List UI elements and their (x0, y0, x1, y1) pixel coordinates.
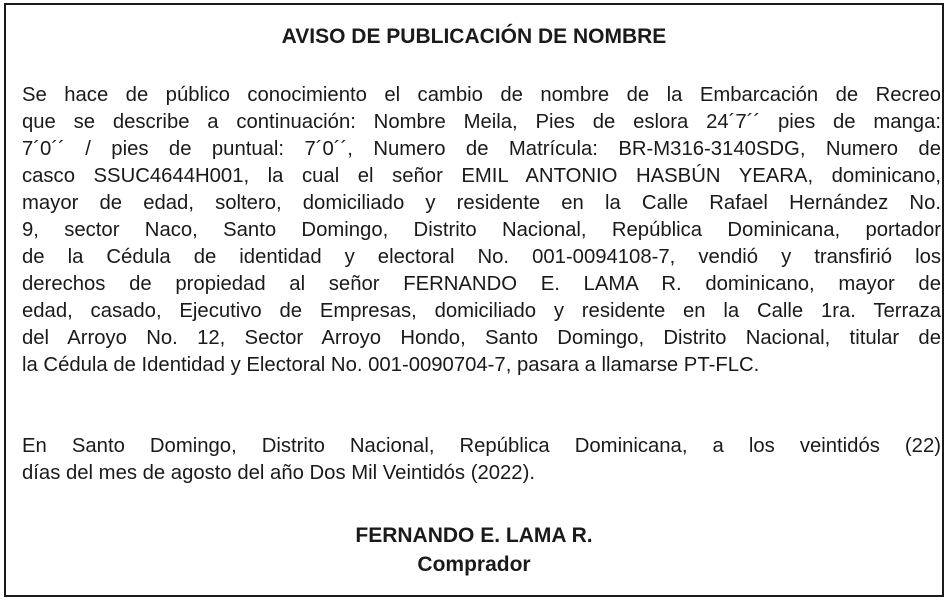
body-line: edad, casado, Ejecutivo de Empresas, domiciliado y residente en la Calle 1ra. Terraza (22, 300, 941, 322)
body-line: de la Cédula de identidad y electoral No. 001-0094108-7, vendió y transfirió los (22, 246, 941, 268)
body-line: Se hace de público conocimiento el cambio de nombre de la Embarcación de Recreo (22, 84, 941, 106)
notice-box (4, 3, 944, 597)
body-line: 9, sector Naco, Santo Domingo, Distrito Nacional, República Dominicana, portador (22, 219, 941, 241)
body-line: casco SSUC4644H001, la cual el señor EMIL ANTONIO HASBÚN YEARA, dominicano, (22, 165, 941, 187)
body-line: 7´0´´ / pies de puntual: 7´0´´, Numero de Matrícula: BR-M316-3140SDG, Numero de (22, 138, 941, 160)
signature-name: FERNANDO E. LAMA R. (355, 524, 593, 547)
body-line: derechos de propiedad al señor FERNANDO E. LAMA R. dominicano, mayor de (22, 273, 941, 295)
body-line: mayor de edad, soltero, domiciliado y residente en la Calle Rafael Hernández No. (22, 192, 941, 214)
body-line: la Cédula de Identidad y Electoral No. 001-0090704-7, pasara a llamarse PT-FLC. (22, 354, 760, 376)
date-line: días del mes de agosto del año Dos Mil Veintidós (2022). (22, 462, 535, 484)
body-line: que se describe a continuación: Nombre Meila, Pies de eslora 24´7´´ pies de manga: (22, 111, 941, 133)
notice-title: AVISO DE PUBLICACIÓN DE NOMBRE (281, 25, 667, 48)
body-line: del Arroyo No. 12, Sector Arroyo Hondo, Santo Domingo, Distrito Nacional, titular de (22, 327, 941, 349)
date-line: En Santo Domingo, Distrito Nacional, República Dominicana, a los veintidós (22) (22, 435, 941, 457)
signature-role: Comprador (417, 553, 531, 576)
